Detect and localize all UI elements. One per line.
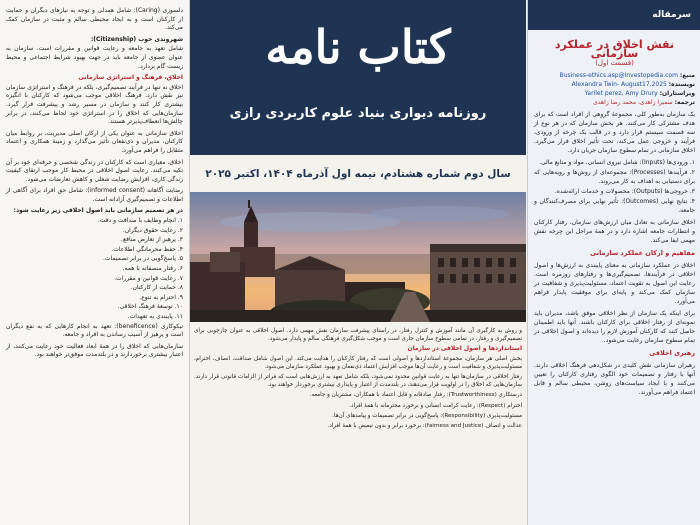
article-meta [534,71,695,107]
section-heading: مفاهیم و ارکان عملکرد سازمانی [590,249,695,257]
list-item: ۸. حمایت از کارکنان. [130,284,183,292]
paragraph: رفتار اخلاقی در سازمان‌ها تنها به رعایت قوانین محدود نمی‌شود، بلکه شامل تعهد به ارزش‌هایی است که فراتر از الزامات قانونی قرار دارند. سازمان‌هایی که اخلاق را در اولویت قرار می‌دهند، در بلندمدت از اعتبار و پایداری بیشتری برخوردار خواهند بود. [194,374,522,389]
masthead-subtitle: روزنامه دیواری بنیاد علوم کاربردی رازی [229,106,487,121]
paragraph: اخلاق سازمانی به تعادل میان ارزش‌های سازمان، رفتار کارکنان و انتظارات جامعه اشاره دارد و در همۀ مراحل این چرخه نقش مهمی ایفا می‌کند. [534,219,695,244]
source-link[interactable]: Business-ethics.asp@Investopedia.com [559,72,678,79]
list-item: مسئولیت‌پذیری (Responsibility): پاسخ‌گویی در برابر تصمیمات و پیامدهای آن‌ها. [332,412,522,419]
intro-paragraph: یک سازمان به‌طور کلی، مجموعۀ گروهی از افراد است که برای هدف مشترکی کار می‌کنند. هر بخش سازمان که در هر نوع از سه قسمت سیستم قرار دارد و در قالب یک چرخه از ورودی، فرآیند و خروجی عمل می‌کند، تحت تأثیر اخلاق قرار می‌گیرد. اخلاق سازمانی در تمام سطوح سازمان جریان دارد. [534,111,695,154]
list-item: ۷. رعایت قوانین و مقررات. [114,274,183,282]
masthead-title: کتاب نامه [265,20,451,74]
list-item: ۹. احترام به تنوع. [139,293,183,301]
article-subtitle: (قسمت اول) [595,59,634,67]
meta-author: نویسنده: Alexandra Twin- August17,2025 [571,81,695,88]
list-item: ۳. پرهیز از تعارض منافع. [121,236,183,244]
list-item: درستکاری (Trustworthiness): رفتار صادقانه و قابل اعتماد با همکاران، مشتریان و جامعه. [309,392,522,399]
left-column [0,0,190,525]
list-item: ۳. خروجی‌ها (Outputs): محصولات و خدمات ارائه‌شده. [554,188,695,195]
meta-editors: ویراستاران: Yarilet perez, Amy Drury [584,90,695,97]
meta-translators: ترجمه: سمیرا زاهدی، محمد رضا زاهدی [593,99,695,106]
paragraph: دلسوزی (Caring): شامل همدلی و توجه به نیازهای دیگران و حمایت از کارکنان است و به ایجاد محیطی سالم و مثبت در سازمان کمک می‌کند. [6,7,183,32]
list-item: احترام (Respect): رعایت کرامت انسانی و برخورد محترمانه با همۀ افراد. [349,402,522,409]
list-item: ۱. انجام وظایف با صداقت و دقت. [97,217,183,225]
list-item: ۵. پاسخ‌گویی در برابر تصمیمات. [103,255,183,263]
section-heading: در هر تصمیم سازمانی باید اصول اخلاقی زیر رعایت شود: [13,207,183,215]
campus-photo [190,192,526,322]
list-item: ۴. حفظ محرمانگی اطلاعات. [111,245,183,253]
section-heading: رهبری اخلاقی [649,349,695,357]
paragraph: رهبران سازمانی نقش کلیدی در شکل‌دهی فرهنگ اخلاقی دارند. آنها با رفتار و تصمیمات خود الگوی رفتاری کارکنان را تعیین می‌کنند و با ایجاد سیاست‌های روشن، محیطی سالم و قابل اعتماد فراهم می‌آورند. [534,362,695,396]
paragraph: سازمان‌هایی که اخلاق را در همۀ ابعاد فعالیت خود رعایت می‌کنند، از اعتبار بیشتری برخوردارند و در بلندمدت موفق‌تر خواهند بود. [6,342,183,359]
center-column [190,0,526,525]
section-heading: شهروندی خوب (Citizenship): [90,35,183,43]
paragraph: اخلاق در عملکرد سازمانی به معنای پایبندی به ارزش‌ها و اصول اخلاقی در فرآیندها، تصمیم‌گیری‌ها و رفتارهای روزمره است. رعایت این اصول به تقویت اعتماد، مسئولیت‌پذیری و شفافیت در سازمان کمک می‌کند و پایه‌ای برای موفقیت پایدار فراهم می‌آورد. [534,262,695,305]
list-item: ۲. فرآیندها (Processes): مجموعه‌ای از روش‌ها و رویه‌هایی که برای دستیابی به اهداف به کار می‌روند. [534,169,695,185]
list-item: ۶. رفتار منصفانه با همه. [122,265,183,273]
center-article-body [190,326,526,525]
campus-skyline-image [190,192,526,322]
editorial-column [527,0,700,525]
list-item: عدالت و انصاف (fairness and Justice): برخورد برابر و بدون تبعیض با همۀ افراد. [327,423,522,430]
list-item: ۱. ورودی‌ها (Inputs): شامل نیروی انسانی، مواد و منابع مالی. [539,159,695,166]
paragraph: رضایت آگاهانه (informed consent): شامل حق افراد برای آگاهی از اطلاعات و تصمیم‌گیری آزادانه است. [6,187,183,203]
list-item: ۱۱. پایبندی به تعهدات. [127,313,183,320]
paragraph: اخلاق نه تنها در فرآیند تصمیم‌گیری، بلکه در فرهنگ و استراتژی سازمان نیز نقش دارد. فرهنگ اخلاقی موجب می‌شود که کارکنان با انگیزه بیشتری کار کنند و سازمان در مسیر رشد و پیشرفت قرار گیرد. سازمان‌هایی که اخلاق را در استراتژی خود لحاظ می‌کنند، در برابر چالش‌ها انعطاف‌پذیرتر هستند. [6,83,183,126]
section-label: سرمقاله [528,0,700,30]
section-heading: استانداردها و اصول اخلاقی در سازمان [407,345,522,353]
section-heading: اخلاق، فرهنگ و استراتژی سازمانی [78,74,183,82]
paragraph: اخلاق سازمانی به عنوان یکی از ارکان اصلی مدیریت، بر روابط میان کارکنان، مدیران و ذی‌نفعان تأثیر می‌گذارد و زمینۀ همکاری و اعتماد متقابل را فراهم می‌آورد. [6,129,183,154]
paragraph: برای اینکه یک سازمان از نظر اخلاقی موفق باشد، مدیران باید نمونه‌ای از رفتار اخلاقی برای کارکنان باشند. آنها باید اطمینان حاصل کنند که کارکنان آموزش لازم را دیده‌اند و اصول اخلاقی در تمام سطوح سازمان رعایت می‌شود. [534,310,695,344]
paragraph: نیکوکاری (beneficence): تعهد به انجام کارهایی که به نفع دیگران است و پرهیز از آسیب رساندن به افراد و جامعه. [6,322,183,339]
list-item: ۲. رعایت حقوق دیگران. [122,226,183,234]
issue-line: سال دوم شماره هشتادم، نیمه اول آذرماه ۱۴۰۴، اکتبر ۲۰۲۵ [205,168,511,180]
paragraph: و روش به کارگیری آن مانند آموزش و کنترل رفتار، در راستای پیشرفت سازمان نقش مهمی دارد. اصول اخلاقی به عنوان چارچوبی برای تصمیم‌گیری و رفتار، در تمامی سطوح سازمان جاری است و موجب شکل‌گیری فرهنگی سالم و پایدار می‌شود. [194,328,522,343]
list-item: ۴. نتایج نهایی (Outcomes): تأثیر نهایی برای مصرف‌کنندگان و جامعه. [534,198,695,214]
list-item: ۱۰. توسعۀ فرهنگ اخلاقی. [117,303,183,311]
paragraph: بخش اصلی هر سازمان، مجموعۀ استانداردها و اصولی است که رفتار کارکنان را هدایت می‌کند. این اصول شامل صداقت، انصاف، احترام، مسئولیت‌پذیری و شفافیت است و رعایت آن‌ها موجب افزایش اعتماد ذی‌نفعان و بهبود عملکرد سازمان می‌شود. [194,355,522,370]
masthead [190,0,526,155]
article-title: نقش اخلاق در عملکرد سازمانی [554,38,675,60]
paragraph: شامل تعهد به جامعه و رعایت قوانین و مقررات است. سازمان به عنوان عضوی از جامعه باید در جهت بهبود شرایط اجتماعی و محیط زیست گام بردارد. [6,45,183,70]
paragraph: اخلاق، معیاری است که کارکنان در زندگی شخصی و حرفه‌ای خود بر آن تکیه می‌کنند. رعایت اصول اخلاقی در محیط کار موجب ارتقای کیفیت زندگی کاری، افزایش رضایت شغلی و کاهش تعارضات می‌شود. [6,158,183,183]
meta-source: منبع: Business-ethics.asp@Investopedia.com [559,72,695,79]
